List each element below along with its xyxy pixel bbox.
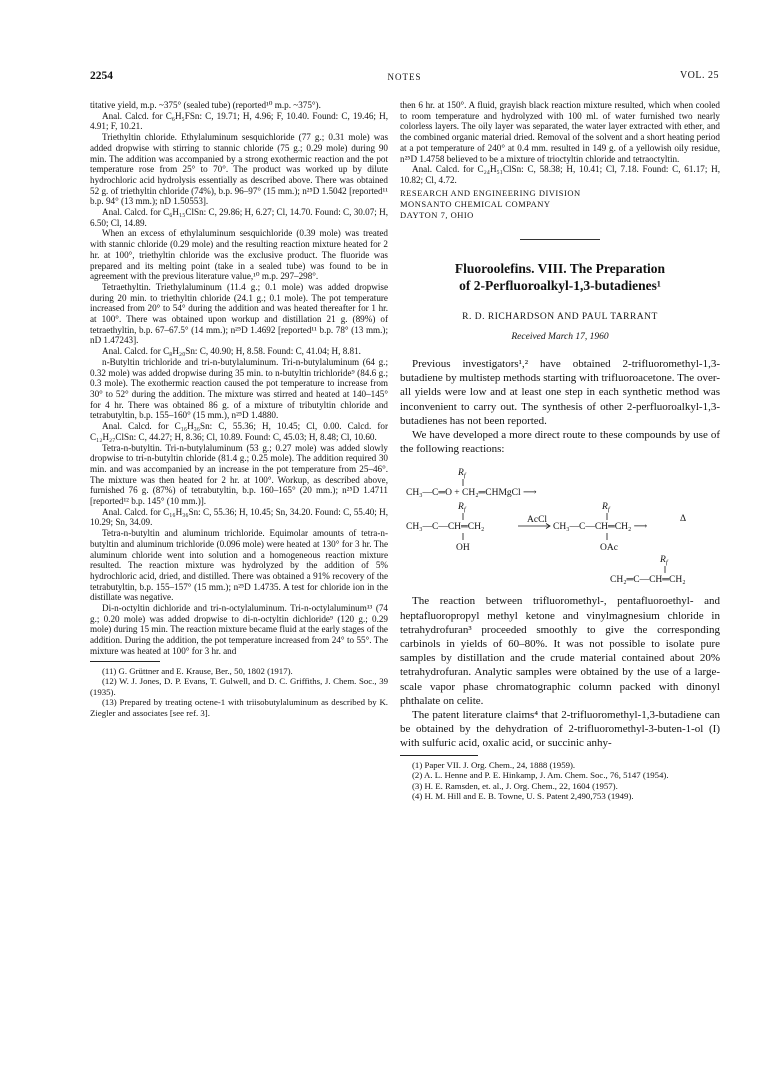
paragraph: Anal. Calcd. for C₆H₅FSn: C, 19.71; H, 4.96; F, 10.40. Found: C, 19.46; H, 4.91; F, 10.21. xyxy=(90,110,388,132)
hydroxyl-group: OH xyxy=(456,543,470,554)
paragraph: The patent literature claims⁴ that 2-trifluoromethyl-1,3-butadiene can be obtained by the dehydration of 2-trifluoromethyl-3-buten-1-ol (I) with sulfuric acid, oxalic acid, or succinic anhy- xyxy=(400,709,720,750)
footnote: (4) H. M. Hill and E. B. Towne, U. S. Patent 2,490,753 (1949). xyxy=(412,791,634,802)
footnote-divider xyxy=(90,661,160,662)
article-title xyxy=(400,260,720,294)
affiliation-line: DAYTON 7, OHIO xyxy=(400,209,474,220)
paragraph: titative yield, m.p. ~375° (sealed tube) (reported¹⁰ m.p. ~375°). xyxy=(90,100,321,110)
running-header xyxy=(90,70,719,84)
footnote: (2) A. L. Henne and P. E. Hinkamp, J. Am. Chem. Soc., 76, 5147 (1954). xyxy=(412,770,669,781)
article-title-line: Fluoroolefins. VIII. The Preparation xyxy=(454,260,666,276)
article-body-intro xyxy=(400,357,720,456)
footnote: (13) Prepared by treating octene-1 with triisobutylaluminum as described by K. Ziegler and associates [see ref. 3]. xyxy=(90,697,388,718)
volume-label: VOL. 25 xyxy=(679,70,719,81)
paragraph: Anal. Calcd. for C₆H₁₅ClSn: C, 29.86; H, 6.27; Cl, 14.70. Found: C, 30.07; H, 6.50; Cl, 14.89. xyxy=(90,207,388,228)
carbinol: CH₃—C—CH═CH₂ xyxy=(406,522,485,533)
heat-symbol: Δ xyxy=(680,514,687,525)
right-column xyxy=(400,100,720,802)
diene-product: CH₂═C—CH═CH₂ xyxy=(610,575,686,586)
footnote-divider xyxy=(400,755,478,756)
paragraph: We have developed a more direct route to these compounds by use of the following reactions: xyxy=(400,429,720,456)
paragraph: Anal. Calcd. for C₂₄H₅₁ClSn: C, 58.38; H, 10.41; Cl, 7.18. Found: C, 61.17; H, 10.82; Cl, 4.72. xyxy=(400,164,720,185)
paragraph: Anal. Calcd. for C₁₆H₃₆Sn: C, 55.36; H, 10.45; Cl, 0.00. Calcd. for C₁₂H₂₇ClSn: C, 44.27; H, 8.36; Cl, 10.89. Found: C, 45.03; H, 8.48; Cl, 10.60. xyxy=(90,421,388,442)
article-title-line: of 2-Perfluoroalkyl-1,3-butadienes¹ xyxy=(459,277,661,293)
article-body xyxy=(400,594,720,750)
footnote: (11) G. Grüttner and E. Krause, Ber., 50, 1802 (1917). xyxy=(102,665,293,676)
footnote: (12) W. J. Jones, D. P. Evans, T. Gulwell, and D. C. Griffiths, J. Chem. Soc., 39 (1935). xyxy=(90,676,388,697)
left-column xyxy=(90,100,388,719)
paragraph: Anal. Calcd. for C₈H₂₀Sn: C, 40.90; H, 8.58. Found: C, 41.04; H, 8.81. xyxy=(102,346,361,357)
paragraph: Tetra-n-butyltin and aluminum trichloride. Equimolar amounts of tetra-n-butyltin and aluminum trichloride (0.096 mole) were heated at 130° for 3 hr. The aluminum chloride went into solution and a homogeneous reaction mixture resulted. The reaction mixture was hydrolyzed by the addition of 5% hydrochloric acid, dried, and distilled. There was obtained a 91% recovery of the tetrabutyltin, b.p. 155–157° (15 mm.); n²⁵D 1.4735. A test for chloride ion in the distillate was negative. xyxy=(90,528,388,603)
page-number: 2254 xyxy=(90,70,113,82)
article-divider xyxy=(520,239,600,240)
paragraph: Triethyltin chloride. Ethylaluminum sesquichloride (77 g.; 0.31 mole) was added dropwise with stirring to stannic chloride (75 g.; 0.29 mole) during 90 min. The addition was accompanied by a strong exothermic reaction and the pot temperature rose from 25° to 70°. The product was worked up by dilute hydrochloric acid hydrolysis essentially as described above. There was obtained 52 g. of triethyltin chloride (74%), b.p. 96–97° (15 mm.); n²⁵D 1.5042 [reported¹¹ b.p. 94° (13 mm.); nD 1.50553]. xyxy=(90,132,388,207)
reactant-equation: CH₃—C═O + CH₂═CHMgCl ⟶ xyxy=(406,488,537,499)
received-date: Received March 17, 1960 xyxy=(511,332,609,343)
acetoxy-group: OAc xyxy=(600,543,618,554)
affiliation-line: RESEARCH AND ENGINEERING DIVISION xyxy=(400,187,581,198)
affiliation-line: MONSANTO CHEMICAL COMPANY xyxy=(400,198,551,209)
paragraph: Anal. Calcd. for C₁₆H₃₆Sn: C, 55.36; H, 10.45; Sn, 34.20. Found: C, 55.40; H, 10.29; Sn, 34.09. xyxy=(90,506,388,528)
paragraph: Previous investigators¹,² have obtained 2-trifluoromethyl-1,3-butadiene by multistep methods starting with trifluoroacetone. The over-all yields were low and at least one step in each synthetic method was inconvenient to carry out. The synthesis of other 2-perfluoroalkyl-1,3-butadienes has not been reported. xyxy=(400,358,720,427)
paragraph: Tetraethyltin. Triethylaluminum (11.4 g.; 0.1 mole) was added dropwise during 20 min. to triethyltin chloride (24.1 g.; 0.1 mole). The pot temperature increased from 20° to 54° during the addition and was heated thereafter for 1 hr. at 100°. There was obtained upon workup and distillation 21 g. (89%) of tetraethyltin, b.p. 67–67.5° (14 mm.); n²⁵D 1.4692 [reported¹¹ b.p. 78° (13 mm.); nD 1.47243]. xyxy=(90,281,388,346)
paragraph: then 6 hr. at 150°. A fluid, grayish black reaction mixture resulted, which when cooled to room temperature and hydrolyzed with 100 ml. of water furnished two nearly colorless layers. The oily layer was separated, the water layer extracted with ether, and the combined organic material dried. Removal of the solvent and a short heating period at a pot temperature of 240° at 0.4 mm. resulted in 149 g. of a yellowish oily residue, n²⁵D 1.4758 believed to be a mixture of trioctyltin chloride and tetraoctyltin. xyxy=(400,100,720,164)
footnote: (3) H. E. Ramsden, et. al., J. Org. Chem., 22, 1604 (1957). xyxy=(412,780,618,791)
footnotes-left xyxy=(90,666,388,719)
paragraph: The reaction between trifluoromethyl-, pentafluoroethyl- and heptafluoropropyl methyl ketone and vinylmagnesium chloride in tetrahydrofuran³ proceeded smoothly to give the corresponding carbinols in yields of 60–80%. It was not possible to isolate pure samples by distillation and the crude material contained about 20% tetrahydrofuran. Analytic samples were obtained by the use of a large-scale vapor phase chromatographic column packed with dinonyl phthalate on celite. xyxy=(400,595,720,707)
reagent-label: AcCl xyxy=(527,515,548,526)
rf-label: $R_f$ xyxy=(660,555,668,567)
paragraph: Di-n-octyltin dichloride and tri-n-octylaluminum. Tri-n-octylaluminum¹³ (74 g.; 0.20 mole) was added dropwise to di-n-octyltin dichloride⁹ (120 g.; 0.29 mole) during 15 min. The reaction mixture became fluid at the early stages of the addition. During the addition, the pot temperature increased from 24° to 55°. The mixture was heated at 100° for 3 hr. and xyxy=(90,603,388,656)
paragraph: Tetra-n-butyltin. Tri-n-butylaluminum (53 g.; 0.27 mole) was added slowly dropwise to tri-n-butyltin chloride (81.4 g.; 0.25 mole). The addition required 30 min. and was accompanied by an increase in the pot temperature from 25–46°. The mixture was then heated for 2 hr. at 100°. Workup, as described above, furnished 76 g. (87%) of tetrabutyltin, b.p. 160–165° (20 mm.); n²⁵D 1.4711 [reported¹² b.p. 145° (10 mm.)]. xyxy=(90,442,388,507)
affiliation xyxy=(400,188,720,221)
section-title: NOTES xyxy=(387,72,422,82)
rf-label: $R_f$ xyxy=(458,468,466,480)
article-authors: R. D. RICHARDSON AND PAUL TARRANT xyxy=(462,311,658,322)
acetate: CH₃—C—CH═CH₂ ⟶ xyxy=(553,522,648,533)
footnote: (1) Paper VII. J. Org. Chem., 24, 1888 (1959). xyxy=(412,759,576,770)
rf-label: $R_f$ xyxy=(602,502,610,514)
paragraph: n-Butyltin trichloride and tri-n-butylaluminum. Tri-n-butylaluminum (64 g.; 0.32 mole) was added dropwise during 35 min. to n-butyltin trichloride⁹ (84.6 g.; 0.3 mole). The exothermic reaction caused the pot temperature to increase from 30° to 52° during the addition. The mixture was stirred and heated at 140–145° for 4 hr. There was obtained 86 g. of a mixture of tributyltin chloride and tetrabutyltin, b.p. 155–160° (15 mm.), n²⁵D 1.4880. xyxy=(90,356,388,421)
rf-label: $R_f$ xyxy=(458,502,466,514)
reaction-scheme xyxy=(400,464,720,588)
paragraph: When an excess of ethylaluminum sesquichloride (0.39 mole) was treated with stannic chloride (0.29 mole) and the resulting reaction mixture heated for 2 hr. at 100°, triethyltin chloride was the exclusive product. The fluoride was prepared and its melting point (take in a sealed tube) was found to be in agreement with the previous literature value,¹⁰ m.p. 297–298°. xyxy=(90,228,388,282)
footnotes-right xyxy=(400,760,720,802)
